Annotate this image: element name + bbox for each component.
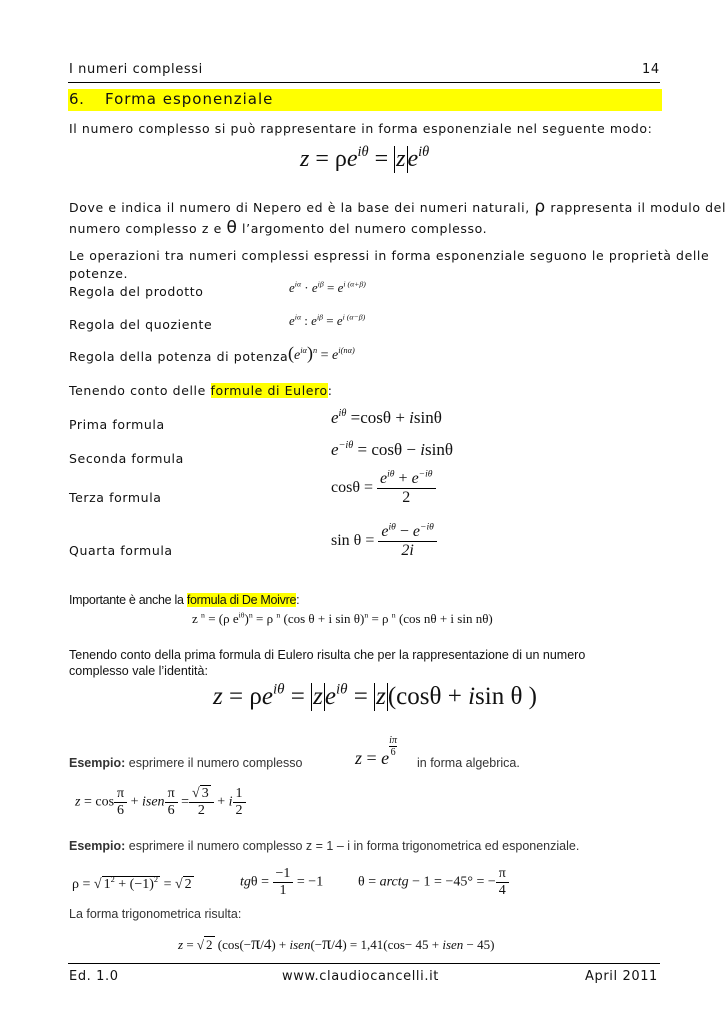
example2-tangent: tgθ = $\frac{-1}{1}$ = −1	[240, 866, 324, 898]
formula-third-label: Terza formula	[69, 490, 162, 505]
rule-power-label: Regola della potenza di potenza	[69, 349, 289, 364]
euler-intro-text: Tenendo conto delle	[69, 383, 206, 398]
paragraph-operations-2: potenze.	[69, 266, 129, 281]
paragraph-argument-text-b: l’argomento del numero complesso.	[242, 221, 488, 236]
example1-solution: z = cos $\frac{\pi}{6}$ + isen $\frac{\pi}{6}$ = $\frac{√ 3}{2}$ + i $\frac{1}{2}$	[75, 786, 246, 819]
formula-first-label: Prima formula	[69, 417, 165, 432]
paragraph-argument	[69, 218, 487, 238]
example1-label: Esempio:	[69, 756, 126, 770]
formula-second: $e^{-i\theta} = \cos\theta - isin\theta$	[331, 439, 453, 459]
rule-product-formula: $e^{i\alpha} \cdot e^{i\beta} = e^{i (\alpha+\beta)}$	[289, 279, 366, 295]
formula-fourth-label: Quarta formula	[69, 543, 173, 558]
demoivre-intro-colon: :	[296, 593, 300, 607]
footer-rule	[68, 963, 660, 964]
example1-number: z = e $\frac{i\pi}{6}$	[355, 735, 397, 768]
paragraph-operations-1: Le operazioni tra numeri complessi espressi in forma esponenziale seguono le proprietà delle	[69, 248, 710, 263]
footer-date: April 2011	[585, 969, 658, 984]
formula-exponential: $z = \rho e^{i\theta} = ze^{i\theta}$	[300, 143, 430, 172]
example2-argument: θ = arctg − 1 = −45° = − $\frac{\pi}{4}$	[358, 866, 509, 899]
example1-text-after: in forma algebrica.	[417, 756, 520, 770]
euler-intro-colon: :	[327, 383, 333, 398]
theta-symbol: θ	[226, 218, 238, 238]
rule-quotient-formula: $e^{i\alpha}$ : $e^{i\beta} = e^{i (\alpha-\beta)}$	[289, 312, 366, 328]
paragraph-nepero	[69, 197, 726, 217]
formula-demoivre: z $^n$ = (ρ $e^{i\theta})^n = \rho$ $^n$ (cos θ + i sin θ)$^n$ = ρ $^n$ (cos nθ + i sin nθ)	[192, 610, 493, 626]
formula-first: $e^{i\theta} =\cos\theta + isin\theta$	[331, 407, 442, 427]
intro-text: Il numero complesso si può rappresentare in forma esponenziale nel seguente modo:	[69, 121, 653, 136]
example2	[69, 839, 579, 853]
formula-identity: $z = \rho e^{i\theta} = ze^{i\theta} = z(\cos\theta + isin$ θ )	[213, 681, 538, 710]
footer-edition: Ed. 1.0	[69, 969, 119, 984]
euler-intro	[69, 383, 333, 398]
formula-third: cosθ = $\frac{e^{i\theta} + e^{-i\theta}}{2}$	[331, 470, 436, 507]
rule-quotient-label: Regola del quoziente	[69, 317, 213, 332]
formula-fourth: sin θ = $\frac{e^{i\theta} - e^{-i\theta}}{2i}$	[331, 523, 437, 560]
demoivre-intro	[69, 593, 299, 607]
rule-product-label: Regola del prodotto	[69, 284, 204, 299]
identity-text-2: complesso vale l’identità:	[69, 664, 208, 678]
page-number: 14	[642, 62, 660, 77]
example2-text: esprimere il numero complesso z = 1 – i in forma trigonometrica ed esponenziale.	[128, 839, 580, 853]
footer-website[interactable]: www.claudiocancelli.it	[282, 969, 439, 984]
example1-text: esprimere il numero complesso	[128, 756, 303, 770]
euler-formulas-link[interactable]: formule di Eulero	[210, 383, 328, 398]
demoivre-formula-link[interactable]: formula di De Moivre	[186, 593, 297, 607]
header-rule	[68, 82, 660, 83]
example2-modulus: ρ = √ $1^2 + (-1)^2$ = √ 2	[72, 875, 192, 892]
rho-symbol: ρ	[534, 197, 546, 217]
example2-label: Esempio:	[69, 839, 126, 853]
paragraph-argument-text: numero complesso z e	[69, 221, 222, 236]
paragraph-nepero-text-b: rappresenta il modulo del	[550, 200, 727, 215]
trig-form-formula: z = √ 2 (cos(−π/4) + isen(−π/4) = 1,41(cos− 45 + isen − 45)	[178, 933, 495, 953]
running-title: I numeri complessi	[69, 62, 203, 77]
section-number: 6.	[69, 90, 85, 108]
demoivre-intro-text: Importante è anche la	[69, 593, 184, 607]
trig-form-text: La forma trigonometrica risulta:	[69, 907, 242, 921]
section-title: Forma esponenziale	[105, 90, 274, 108]
formula-second-label: Seconda formula	[69, 451, 184, 466]
identity-text-1: Tenendo conto della prima formula di Eulero risulta che per la rappresentazione di un numero	[69, 648, 586, 662]
example1	[69, 756, 302, 770]
paragraph-nepero-text: Dove e indica il numero di Nepero ed è la base dei numeri naturali,	[69, 200, 530, 215]
rule-power-formula: $(e^{i\alpha})^n = e^{i(n\alpha)}$	[288, 343, 355, 363]
